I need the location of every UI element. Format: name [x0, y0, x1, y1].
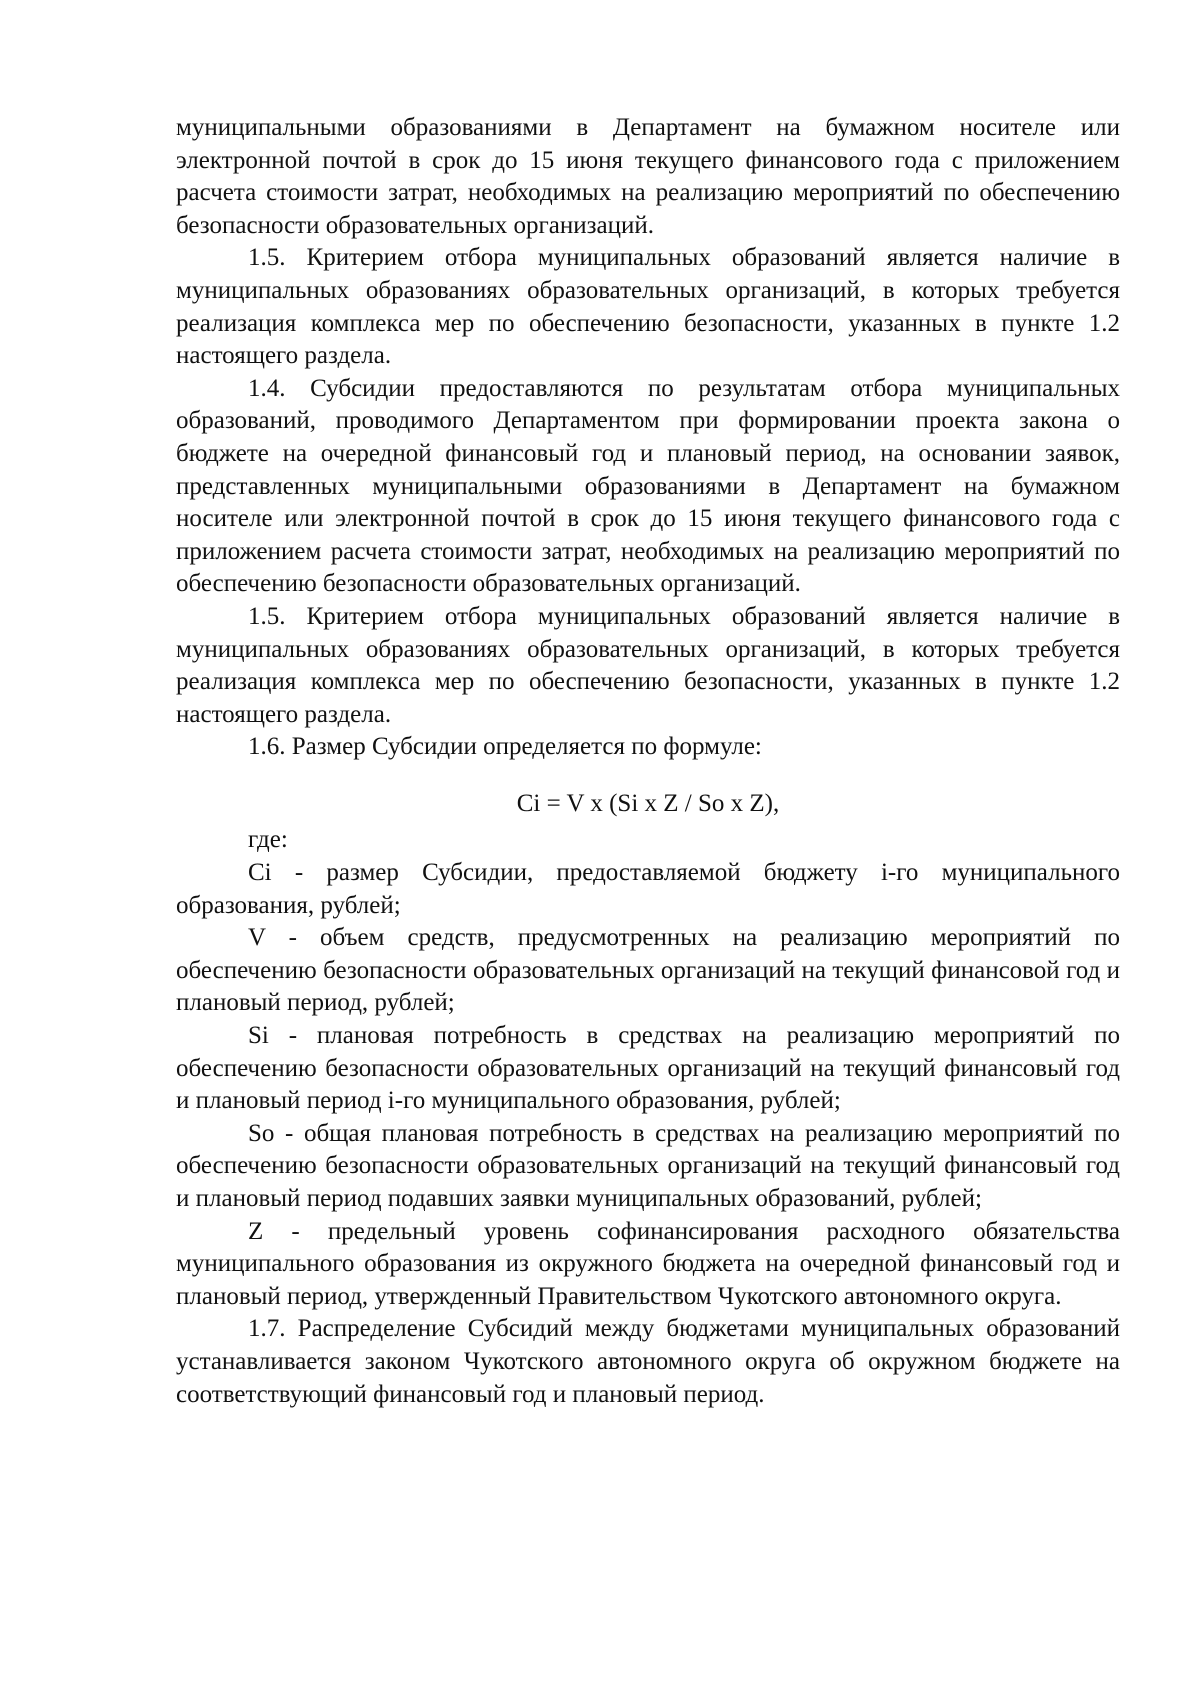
definition-v: V - объем средств, предусмотренных на реализацию мероприятий по обеспечению безопасности образовательных организаций на текущий финансовой год и плановый период, рублей;	[176, 924, 1120, 1017]
paragraph-1-6-subsidy-size: 1.6. Размер Субсидии определяется по формуле:	[248, 733, 762, 761]
paragraph-1-5-selection-criterion: 1.5. Критерием отбора муниципальных образований является наличие в муниципальных образованиях образовательных организаций, в которых требуется реализация комплекса мер по обеспечению безопасности, указанных в пункте 1.2 настоящего раздела.	[176, 244, 1120, 370]
definition-ci: Ci - размер Субсидии, предоставляемой бюджету i-го муниципального образования, рублей;	[176, 859, 1120, 919]
paragraph-1-7-distribution: 1.7. Распределение Субсидий между бюджетами муниципальных образований устанавливается законом Чукотского автономного округа об окружном бюджете на соответствующий финансовый год и плановый период.	[176, 1315, 1120, 1408]
definition-si: Si - плановая потребность в средствах на реализацию мероприятий по обеспечению безопасности образовательных организаций на текущий финансовый год и плановый период i-го муниципального образования, рублей;	[176, 1022, 1120, 1115]
definition-z: Z - предельный уровень софинансирования расходного обязательства муниципального образования из окружного бюджета на очередной финансовый год и плановый период, утвержденный Правительством Чукотского автономного округа.	[176, 1217, 1120, 1310]
document-page	[176, 112, 1120, 1411]
paragraph-1-5-selection-criterion-repeat: 1.5. Критерием отбора муниципальных образований является наличие в муниципальных образованиях образовательных организаций, в которых требуется реализация комплекса мер по обеспечению безопасности, указанных в пункте 1.2 настоящего раздела.	[176, 602, 1120, 728]
paragraph-1-4-subsidy-provision: 1.4. Субсидии предоставляются по результатам отбора муниципальных образований, проводимого Департаментом при формировании проекта закона о бюджете на очередной финансовый год и плановый период, на основании заявок, представленных муниципальными образованиями в Департамент на бумажном носителе или электронной почтой в срок до 15 июня текущего финансового года с приложением расчета стоимости затрат, необходимых на реализацию мероприятий по обеспечению безопасности образовательных организаций.	[176, 374, 1120, 598]
subsidy-formula: Ci = V x (Si x Z / So x Z),	[516, 789, 780, 817]
definition-so: So - общая плановая потребность в средствах на реализацию мероприятий по обеспечению безопасности образовательных организаций на текущий финансовый год и плановый период подавших заявки муниципальных образований, рублей;	[176, 1119, 1120, 1212]
formula-where-label: где:	[248, 826, 288, 854]
paragraph-continuation: муниципальными образованиями в Департамент на бумажном носителе или электронной почтой в срок до 15 июня текущего финансового года с приложением расчета стоимости затрат, необходимых на реализацию мероприятий по обеспечению безопасности образовательных организаций.	[176, 114, 1120, 239]
